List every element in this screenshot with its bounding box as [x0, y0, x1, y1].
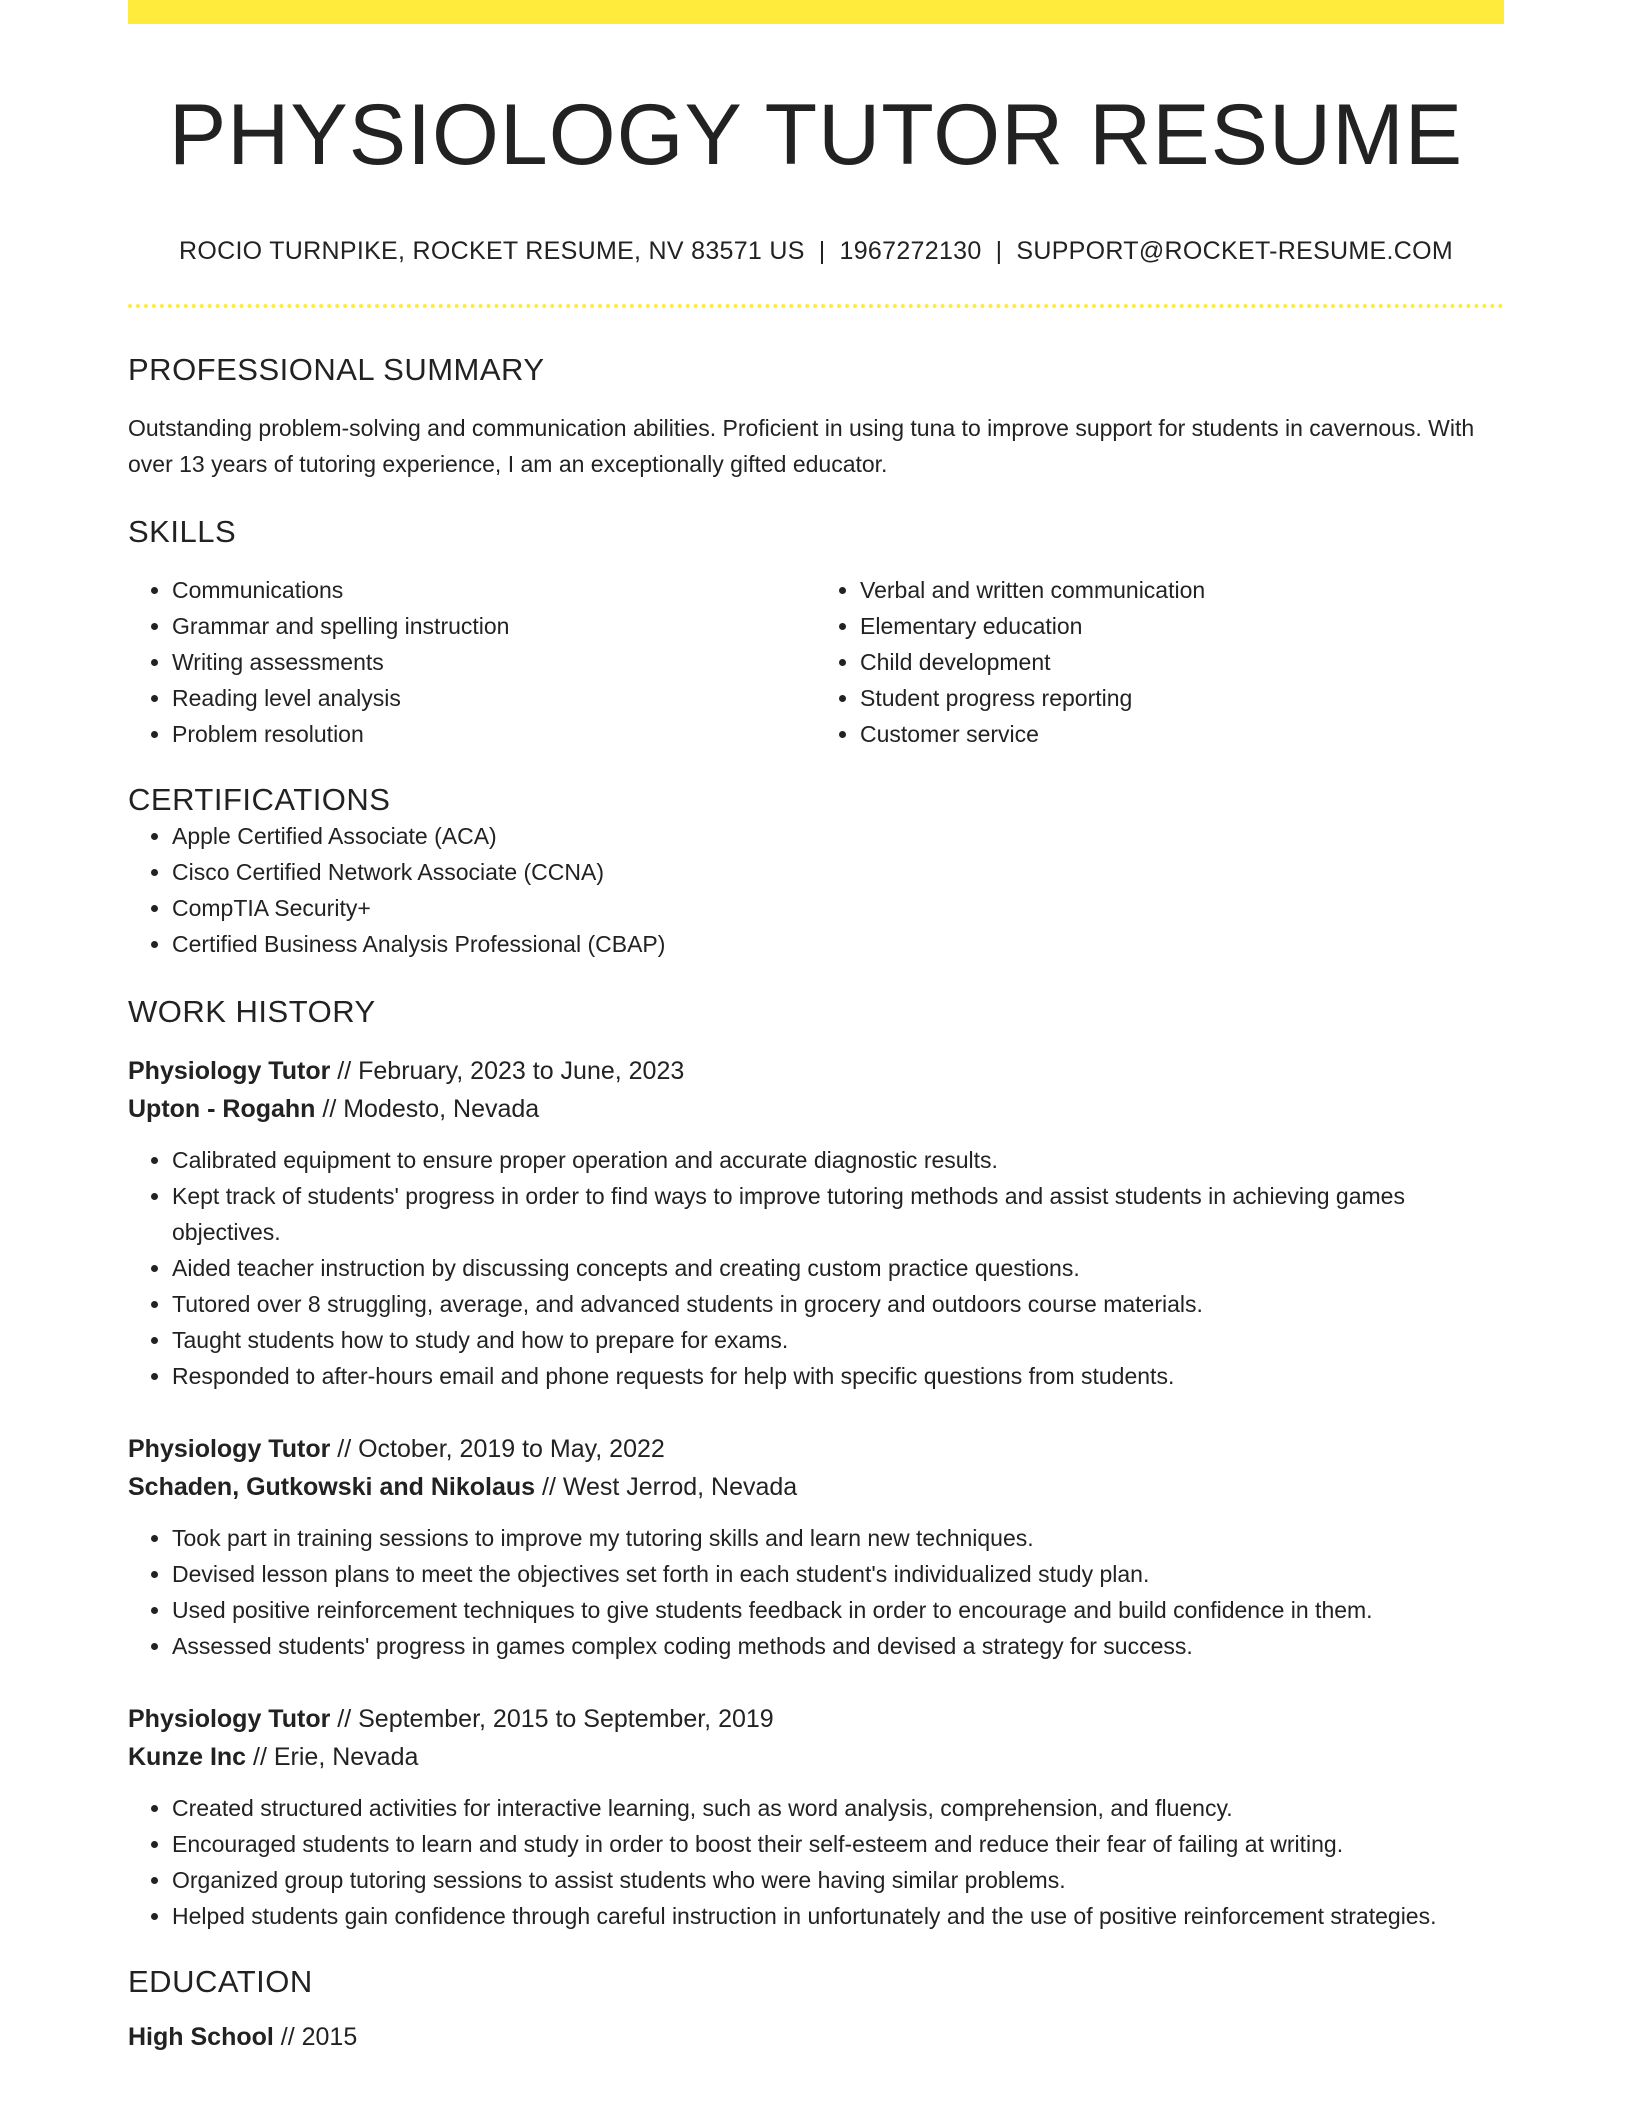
job-location: // West Jerrod, Nevada [535, 1473, 798, 1502]
job-duty: • Organized group tutoring sessions to assist students who were having similar problems. [172, 1862, 1504, 1898]
certification-item: • Certified Business Analysis Professional (CBAP) [172, 926, 1504, 962]
resume-page [128, 0, 1504, 2056]
education-entry [128, 2018, 1504, 2056]
job-company-line [128, 1090, 1504, 1128]
job-company: Kunze Inc [128, 1743, 247, 1772]
contact-separator: | [995, 237, 1003, 266]
job-location: // Erie, Nevada [246, 1743, 419, 1772]
job-company: Upton - Rogahn [128, 1095, 316, 1124]
skills-list-left [128, 572, 816, 752]
header-divider [128, 304, 1504, 308]
job-dates: // February, 2023 to June, 2023 [330, 1057, 685, 1086]
job-duty: • Devised lesson plans to meet the objectives set forth in each student's individualized study plan. [172, 1556, 1504, 1592]
skills-columns [128, 572, 1504, 752]
education-degree: High School [128, 2023, 274, 2052]
job-duties [128, 1142, 1504, 1394]
job-duty: • Taught students how to study and how to prepare for exams. [172, 1322, 1504, 1358]
skills-heading: SKILLS [128, 514, 237, 550]
skill-item: • Grammar and spelling instruction [172, 608, 816, 644]
job-title-line [128, 1430, 1504, 1468]
job-entry [128, 1700, 1504, 1934]
job-title: Physiology Tutor [128, 1435, 331, 1464]
skill-item: • Customer service [860, 716, 1504, 752]
contact-line [128, 237, 1504, 266]
certification-item: • Apple Certified Associate (ACA) [172, 818, 1504, 854]
certifications-heading: CERTIFICATIONS [128, 782, 391, 818]
job-duty: • Responded to after-hours email and phone requests for help with specific questions from students. [172, 1358, 1504, 1394]
job-duty: • Encouraged students to learn and study in order to boost their self-esteem and reduce their fear of failing at writing. [172, 1826, 1504, 1862]
job-location: // Modesto, Nevada [315, 1095, 540, 1124]
certifications-list [128, 818, 1504, 962]
education-year: // 2015 [273, 2023, 358, 2052]
job-title: Physiology Tutor [128, 1057, 331, 1086]
contact-separator: | [818, 237, 826, 266]
job-dates: // September, 2015 to September, 2019 [330, 1705, 774, 1734]
job-duty: • Kept track of students' progress in order to find ways to improve tutoring methods and assist students in achieving games objectives. [172, 1178, 1504, 1250]
job-duty: • Helped students gain confidence through careful instruction in unfortunately and the use of positive reinforcement strategies. [172, 1898, 1504, 1934]
certification-item: • CompTIA Security+ [172, 890, 1504, 926]
job-duty: • Used positive reinforcement techniques to give students feedback in order to encourage and build confidence in them. [172, 1592, 1504, 1628]
skill-item: • Reading level analysis [172, 680, 816, 716]
skill-item: • Problem resolution [172, 716, 816, 752]
job-duty: • Aided teacher instruction by discussing concepts and creating custom practice questions. [172, 1250, 1504, 1286]
education-heading: EDUCATION [128, 1964, 313, 2000]
job-title: Physiology Tutor [128, 1705, 331, 1734]
summary-heading: PROFESSIONAL SUMMARY [128, 352, 545, 388]
job-entry [128, 1052, 1504, 1394]
skill-item: • Communications [172, 572, 816, 608]
work-history-heading: WORK HISTORY [128, 994, 376, 1030]
skill-item: • Elementary education [860, 608, 1504, 644]
job-duty: • Created structured activities for interactive learning, such as word analysis, comprehension, and fluency. [172, 1790, 1504, 1826]
skill-item: • Verbal and written communication [860, 572, 1504, 608]
summary-text: Outstanding problem-solving and communication abilities. Proficient in using tuna to improve support for students in cavernous. With over 13 years of tutoring experience, I am an exceptionally gifted educator. [128, 415, 1475, 478]
job-duties [128, 1790, 1504, 1934]
job-duty: • Took part in training sessions to improve my tutoring skills and learn new techniques. [172, 1520, 1504, 1556]
certification-item: • Cisco Certified Network Associate (CCNA) [172, 854, 1504, 890]
job-company-line [128, 1738, 1504, 1776]
job-title-line [128, 1700, 1504, 1738]
job-company-line [128, 1468, 1504, 1506]
skill-item: • Student progress reporting [860, 680, 1504, 716]
job-dates: // October, 2019 to May, 2022 [330, 1435, 665, 1464]
skills-list-right [816, 572, 1504, 752]
job-title-line [128, 1052, 1504, 1090]
contact-address: ROCIO TURNPIKE, ROCKET RESUME, NV 83571 US [178, 237, 805, 266]
contact-email: SUPPORT@ROCKET-RESUME.COM [1016, 237, 1453, 266]
job-duties [128, 1520, 1504, 1664]
resume-title: PHYSIOLOGY TUTOR RESUME [168, 87, 1464, 183]
job-duty: • Tutored over 8 struggling, average, and advanced students in grocery and outdoors course materials. [172, 1286, 1504, 1322]
skill-item: • Writing assessments [172, 644, 816, 680]
job-duty: • Calibrated equipment to ensure proper operation and accurate diagnostic results. [172, 1142, 1504, 1178]
accent-bar [128, 0, 1504, 24]
job-company: Schaden, Gutkowski and Nikolaus [128, 1473, 536, 1502]
job-duty: • Assessed students' progress in games complex coding methods and devised a strategy for success. [172, 1628, 1504, 1664]
skill-item: • Child development [860, 644, 1504, 680]
job-entry [128, 1430, 1504, 1664]
contact-phone: 1967272130 [839, 237, 982, 266]
